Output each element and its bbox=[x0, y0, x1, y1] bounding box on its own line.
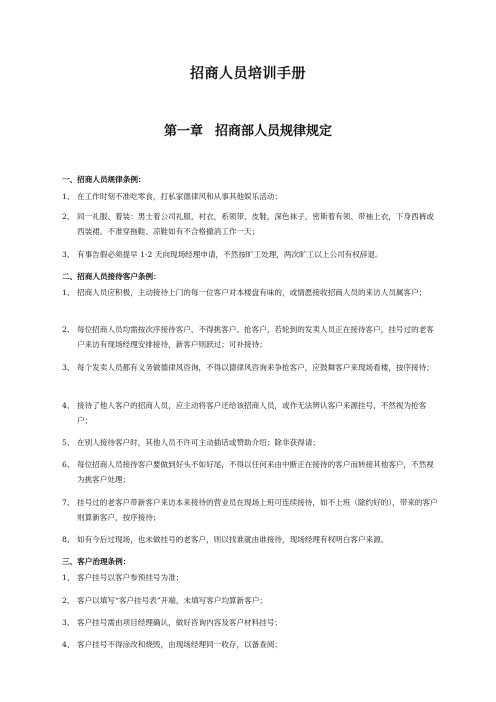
item-text: 招商人员应积极，主动接待上门的每一位客户对本楼盘有味的，或情愿接收招商人员的来访人员属客户； bbox=[77, 288, 427, 297]
item-text: 在工作时刻不准吃零食，打私家德律风和从事其他娱乐活动； bbox=[77, 192, 283, 201]
item-number: 4、 bbox=[62, 401, 75, 410]
list-item bbox=[62, 360, 438, 375]
chapter-title: 招商部人员规律规定 bbox=[215, 124, 333, 139]
item-text: 在别人接待客户时，其他人员不许可主动插话或赞助介绍；除非获得请； bbox=[77, 438, 320, 447]
document-title: 招商人员培训手册 bbox=[190, 66, 306, 82]
item-number: 6、 bbox=[62, 460, 75, 469]
item-text: 客户以填写“客户挂号表”开端，未填写客户均算新客户； bbox=[77, 596, 268, 605]
item-number: 2、 bbox=[62, 212, 75, 221]
list-item bbox=[62, 570, 438, 585]
list-item bbox=[62, 209, 438, 239]
list-item bbox=[62, 435, 438, 450]
list-item bbox=[62, 285, 438, 300]
section-heading-1: 一、招商人员规律条例： bbox=[62, 175, 146, 184]
list-item bbox=[62, 495, 438, 525]
list-item bbox=[62, 532, 438, 547]
item-text: 客户挂号需由项目经理确认，做好咨询内容及客户材料挂号； bbox=[77, 618, 283, 627]
item-number: 2、 bbox=[62, 325, 75, 334]
item-text: 如有今后过现场，也未做挂号的老客户，则以找谁就由谁接待，现场经理有权明白客户来源。 bbox=[77, 535, 389, 544]
item-text: 客户挂号以客户参预挂号为准； bbox=[77, 573, 184, 582]
list-item bbox=[62, 457, 438, 487]
list-item bbox=[62, 247, 438, 262]
item-text: 有事告假必须提早 1-2 天向现场经理申请，不然按旷工处理，两次旷工以上公司有权辞退。 bbox=[77, 250, 383, 259]
item-number: 2、 bbox=[62, 596, 75, 605]
item-number: 8、 bbox=[62, 535, 75, 544]
item-number: 3、 bbox=[62, 250, 75, 259]
list-item bbox=[62, 189, 438, 204]
item-number: 1、 bbox=[62, 288, 75, 297]
list-item bbox=[62, 637, 438, 652]
item-text: 客户挂号不得涂改和烧毁，由现场经理同一收存，以备查阅； bbox=[77, 640, 283, 649]
chapter-heading bbox=[0, 120, 496, 139]
item-text: 接待了他人客户的招商人员，应主动将客户还给该招商人员，或作无法辨认客户来源挂号，不然视为抢客户； bbox=[77, 401, 427, 425]
list-item bbox=[62, 398, 438, 428]
item-number: 7、 bbox=[62, 498, 75, 507]
item-number: 4、 bbox=[62, 640, 75, 649]
item-number: 1、 bbox=[62, 573, 75, 582]
item-text: 每位招商人员均需按次序接待客户，不得挑客户、抢客户，若轮到的发卖人员正在接待客户，挂号过的老客户来访有现场经理安排接待，新客户则跃过；可补接待； bbox=[77, 325, 434, 349]
item-number: 3、 bbox=[62, 618, 75, 627]
list-item bbox=[62, 593, 438, 608]
item-number: 3、 bbox=[62, 363, 75, 372]
item-text: 挂号过的老客户带新客户来访本来接待的营业员在现场上班可连续接待，如不上班（除约好的），带来的客户则算新客户，按序接待； bbox=[77, 498, 438, 522]
item-number: 1、 bbox=[62, 192, 75, 201]
item-text: 同一礼服、着装：男士着公司礼服，衬衣，系领带、皮鞋，深色袜子，密斯着有领、带袖上衣，下身西裤或西装裙。不准穿拖鞋、凉鞋如有不合格撤消工作一天； bbox=[77, 212, 434, 236]
list-item bbox=[62, 322, 438, 352]
chapter-number: 第一章 bbox=[163, 124, 203, 139]
item-number: 5、 bbox=[62, 438, 75, 447]
section-heading-3: 三、客户治理条例： bbox=[62, 557, 131, 566]
item-text: 每位招商人员接待客户要做到好头不如好尾，不得以任何来由中断正在接待的客户而转接其他客户，不然视为挑客户处理； bbox=[77, 460, 434, 484]
section-heading-2: 二、招商人员接待客户条例： bbox=[62, 272, 161, 281]
item-text: 每个发卖人员都有义务做德律风咨询，不得以德律风咨询来争抢客户，应鼓舞客户来现场看楼，按序接待； bbox=[77, 363, 434, 372]
list-item bbox=[62, 615, 438, 630]
